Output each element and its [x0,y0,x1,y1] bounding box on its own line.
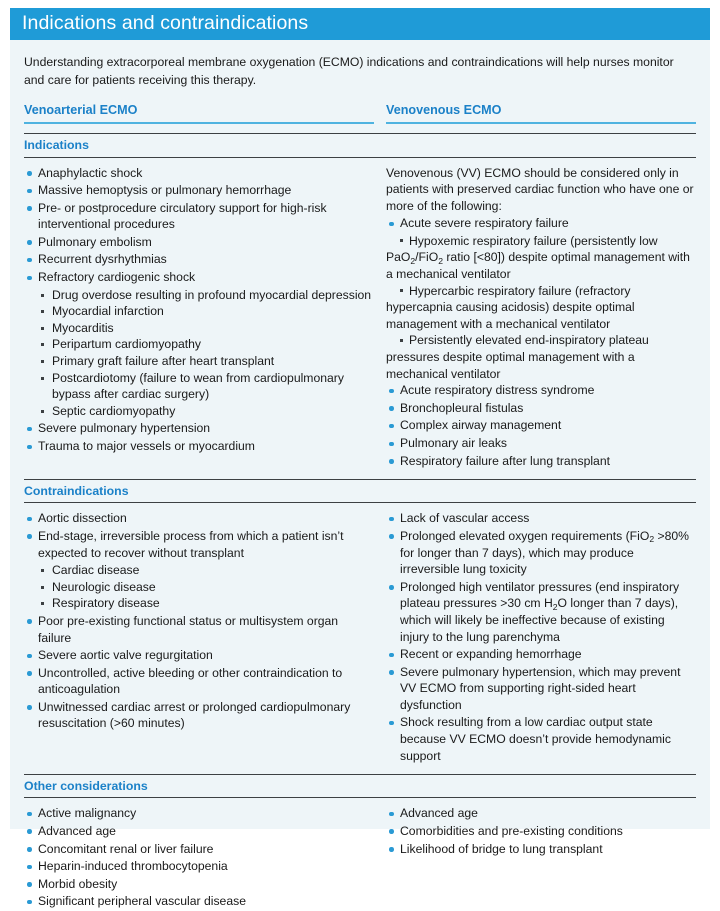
list-item [24,510,374,527]
subscript: 2 [552,601,558,612]
list-item [386,823,696,840]
list-item [386,805,696,822]
list-item-label: Advanced age [38,823,116,838]
sub-list-item: Postcardiotomy (failure to wean from cardiopulmonary bypass after cardiac surgery) [38,370,374,403]
list-item-label: Unwitnessed cardiac arrest or prolonged cardiopulmonary resuscitation (>60 minutes) [38,699,351,731]
column-headers [24,103,696,124]
list-item-label: Concomitant renal or liver failure [38,841,214,856]
list-item-label: Lack of vascular access [400,511,530,526]
list-item [386,510,696,527]
section-header [24,479,696,503]
list-item [386,435,696,452]
list-item-label: Acute respiratory distress syndrome [400,383,595,398]
right-list [386,215,696,469]
column-header-left-wrap [24,103,374,124]
list-item-label: Refractory cardiogenic shock [38,270,196,285]
list-item [24,200,374,233]
card-header [10,8,710,40]
sub-bullet-item: Persistently elevated end-inspiratory plateau pressures despite optimal management with a mechanical ventilator [386,333,649,381]
list-item-label: Prolonged high ventilator pressures (end inspiratory plateau pressures >30 cm $H_2O$ longer than 7 days), which will likely be ineffective because of existing injury to the lung parenchyma [400,579,680,644]
section-contraindications [24,479,696,765]
sub-list-item: Myocarditis [38,320,374,337]
section-header-label: Indications [24,138,89,153]
sub-list-item: Peripartum cardiomyopathy [38,336,374,353]
column-header-venoarterial: Venoarterial ECMO [24,103,138,118]
intro-paragraph: Understanding extracorporeal membrane oxygenation (ECMO) indications and contraindications will help nurses monitor and care for patients receiving this therapy. [24,55,674,87]
list-item [386,579,696,645]
list-item [24,234,374,251]
right-column-lead-text: Venovenous (VV) ECMO should be considered only in patients with preserved cardiac function who have one or more of the following: [386,165,694,213]
list-item [24,858,374,875]
list-item-label: Aortic dissection [38,511,127,526]
list-item [24,647,374,664]
list-item-label: Massive hemoptysis or pulmonary hemorrhage [38,183,292,198]
left-column [24,510,374,765]
list-item [24,251,374,268]
subscript: 2 [410,255,416,266]
list-item-label: Heparin-induced thrombocytopenia [38,859,228,874]
list-item [386,646,696,663]
sub-bullet-item: Hypoxemic respiratory failure (persistently low PaO$_2$/FiO$_2$ ratio [<80]) despite optimal management with a mechanical ventilator [386,233,690,282]
list-item-label: Acute severe respiratory failure [400,216,569,231]
list-item-label: Prolonged elevated oxygen requirements (FiO$_2$ >80% for longer than 7 days), which may produce irreversible lung toxicity [400,528,689,577]
list-item [386,382,696,399]
list-item-label: Recent or expanding hemorrhage [400,647,582,662]
list-item [24,699,374,732]
left-column [24,165,374,471]
column-header-right-wrap [386,103,696,124]
list-item [24,528,374,612]
sub-list [38,287,374,420]
square-bullet-icon [400,239,403,242]
section-indications [24,133,696,470]
list-item-label: Significant peripheral vascular disease [38,894,246,909]
list-item [24,823,374,840]
list-item [24,876,374,893]
list-item-label: Respiratory failure after lung transplant [400,453,611,468]
section-body [24,503,696,765]
column-header-rule-left [24,122,374,124]
list-item-label: Comorbidities and pre-existing conditions [400,823,623,838]
list-item-label: Complex airway management [400,418,562,433]
list-item [24,165,374,182]
right-column [386,165,696,471]
list-item-label: Recurrent dysrhythmias [38,252,167,267]
list-item [386,528,696,578]
list-item-label: Trauma to major vessels or myocardium [38,439,255,454]
list-item-label: End-stage, irreversible process from which a patient isn’t expected to recover without transplant [38,528,344,560]
list-item-label: Active malignancy [38,806,137,821]
list-item [24,182,374,199]
right-list [386,805,696,857]
list-item-label: Pulmonary air leaks [400,436,508,451]
list-item [24,841,374,858]
list-item-label: Pre- or postprocedure circulatory support for high-risk interventional procedures [38,200,327,232]
section-header-label: Other considerations [24,779,148,794]
list-item-label: Bronchopleural fistulas [400,400,524,415]
list-item [24,613,374,646]
sub-list-item: Neurologic disease [38,579,374,596]
list-item-label: Severe aortic valve regurgitation [38,648,213,663]
right-list [386,510,696,764]
list-item [386,453,696,470]
list-item [386,841,696,858]
square-bullet-icon [400,289,403,292]
sub-list-item: Septic cardiomyopathy [38,403,374,420]
list-item [386,215,696,232]
sub-list [38,562,374,612]
sub-list-item: Cardiac disease [38,562,374,579]
sub-list-item: Myocardial infarction [38,303,374,320]
sub-bullet-item: Hypercarbic respiratory failure (refractory hypercapnia causing acidosis) despite optimal management with a mechanical ventilator [386,283,635,331]
section-header [24,774,696,798]
section-body [24,158,696,471]
list-item [386,714,696,764]
sub-list-item: Primary graft failure after heart transplant [38,353,374,370]
list-item-label: Pulmonary embolism [38,234,152,249]
sections-container [24,133,696,911]
list-item [386,400,696,417]
list-item [24,269,374,419]
section-other-considerations [24,774,696,911]
list-item-label: Shock resulting from a low cardiac output state because VV ECMO doesn’t provide hemodynamic support [400,715,671,763]
list-item [24,665,374,698]
left-column [24,805,374,911]
sub-list-item: Respiratory disease [38,595,374,612]
right-column [386,510,696,765]
subscript: 2 [438,255,443,266]
list-item-label: Anaphylactic shock [38,165,143,180]
list-item [24,438,374,455]
left-list [24,805,374,910]
section-body [24,798,696,911]
list-item [386,417,696,434]
section-header [24,133,696,157]
column-header-venovenous: Venovenous ECMO [386,103,502,118]
list-item-label: Severe pulmonary hypertension [38,421,211,436]
left-list [24,165,374,455]
page-title: Indications and contraindications [22,12,309,35]
column-header-rule-right [386,122,696,124]
list-item [24,893,374,910]
list-item-label: Poor pre-existing functional status or multisystem organ failure [38,613,339,645]
subscript: 2 [649,534,655,545]
list-item-label: Uncontrolled, active bleeding or other contraindication to anticoagulation [38,665,343,697]
square-bullet-icon [400,339,403,342]
list-item-label: Severe pulmonary hypertension, which may prevent VV ECMO from supporting right-sided heart dysfunction [400,664,681,712]
list-item-label: Morbid obesity [38,876,118,891]
list-item [24,805,374,822]
list-item [386,664,696,714]
section-header-label: Contraindications [24,484,129,499]
list-item-label: Likelihood of bridge to lung transplant [400,841,603,856]
sub-list-item: Drug overdose resulting in profound myocardial depression [38,287,374,304]
card-body [10,40,710,909]
left-list [24,510,374,732]
list-item-label: Advanced age [400,806,478,821]
right-column [386,805,696,911]
list-item [24,420,374,437]
